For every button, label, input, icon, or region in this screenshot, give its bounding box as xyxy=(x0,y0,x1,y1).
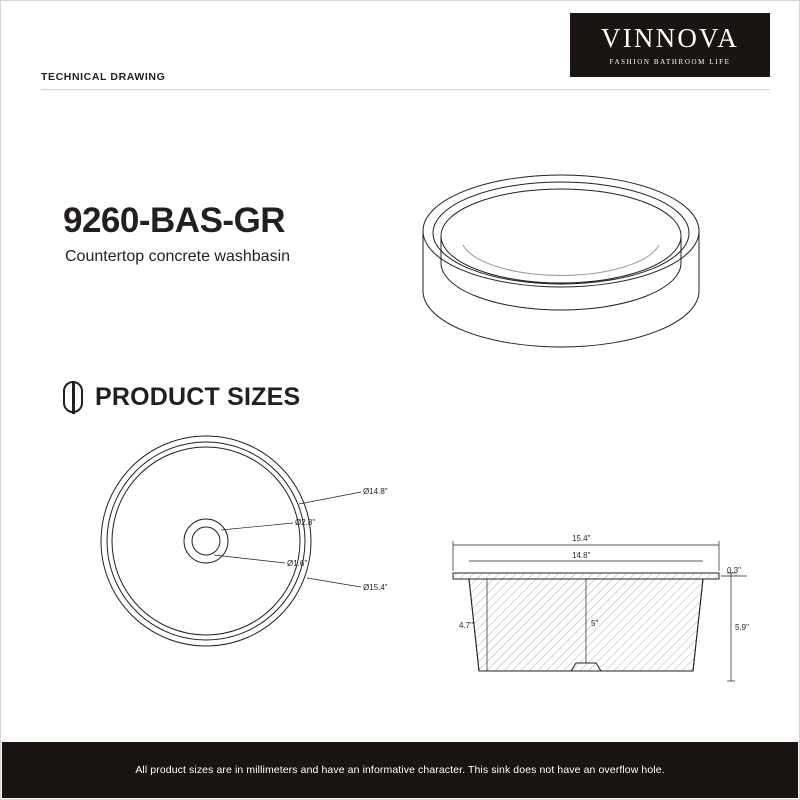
page-title: 9260-BAS-GR xyxy=(63,201,286,240)
dim-rim-thickness: 0.3" xyxy=(727,566,741,575)
top-view-drawing xyxy=(61,431,481,651)
section-view-drawing xyxy=(431,531,761,711)
header-label: TECHNICAL DRAWING xyxy=(41,71,166,83)
product-description: Countertop concrete washbasin xyxy=(65,248,291,265)
dim-rim-outer: Ø15.4" xyxy=(363,583,388,592)
dim-overall-height: 5.9" xyxy=(735,623,749,632)
product-sizes-heading xyxy=(63,381,300,413)
header-divider xyxy=(41,89,770,90)
perspective-view-drawing xyxy=(401,141,761,381)
dim-drain-outer: Ø2.8" xyxy=(295,518,316,527)
brand-logo xyxy=(570,13,770,77)
dim-drain-inner: Ø1.6" xyxy=(287,559,308,568)
dim-overall-width: 15.4" xyxy=(572,534,591,543)
dim-inner-width: 14.8" xyxy=(572,551,591,560)
brand-name: VINNOVA xyxy=(601,22,739,53)
pill-marker-icon xyxy=(63,381,83,413)
brand-tagline: FASHION BATHROOM LIFE xyxy=(609,57,731,66)
footer-note: All product sizes are in millimeters and have an informative character. This sink does not have an overflow hole. xyxy=(135,764,665,776)
product-sizes-label: PRODUCT SIZES xyxy=(95,382,301,411)
dim-inner-depth: 4.7" xyxy=(459,621,473,630)
dim-basin-depth: 5" xyxy=(591,619,599,628)
dim-rim-inner: Ø14.8" xyxy=(363,487,388,496)
footer-bar xyxy=(2,742,798,798)
